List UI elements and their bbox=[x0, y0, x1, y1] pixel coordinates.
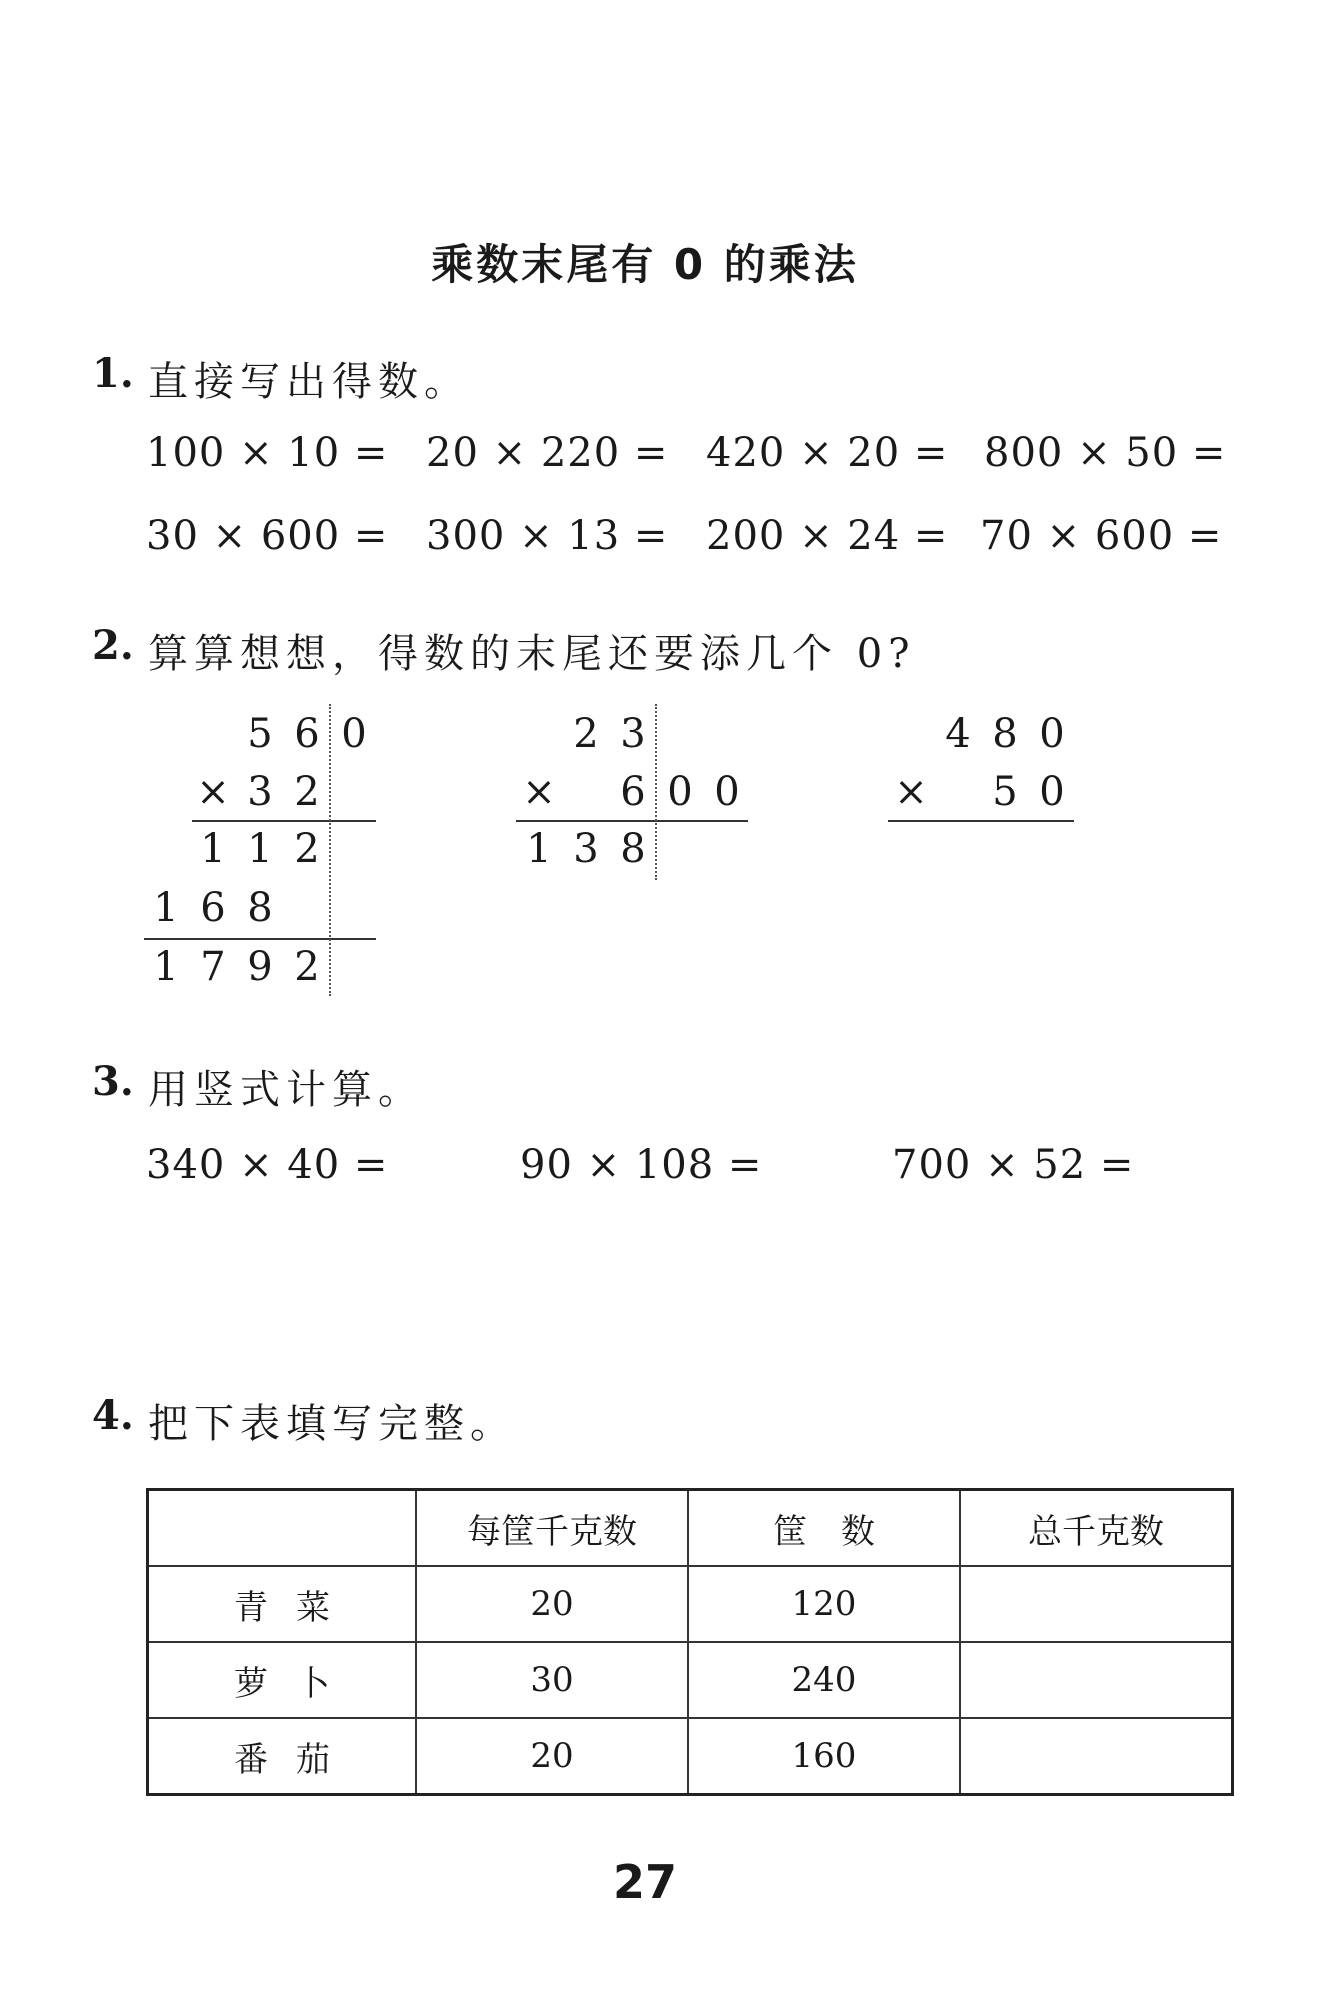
q1-item: 70 × 600 = bbox=[980, 513, 1223, 559]
answer-cell[interactable] bbox=[960, 1566, 1233, 1642]
q1-instruction: 直接写出得数。 bbox=[148, 359, 470, 405]
q1-item: 100 × 10 = bbox=[146, 430, 389, 476]
table-header-row bbox=[148, 1490, 1233, 1567]
digit: 9 bbox=[247, 944, 273, 990]
calc-divider bbox=[144, 938, 376, 940]
q3-instruction: 用竖式计算。 bbox=[148, 1067, 424, 1113]
digit: 6 bbox=[620, 769, 646, 815]
table-cell: 120 bbox=[688, 1566, 960, 1642]
q4-instruction: 把下表填写完整。 bbox=[148, 1401, 516, 1447]
q3-item: 90 × 108 = bbox=[520, 1142, 763, 1188]
table-cell: 30 bbox=[416, 1642, 688, 1718]
multiply-sign: × bbox=[894, 769, 928, 815]
q3-item: 700 × 52 = bbox=[892, 1142, 1135, 1188]
q1-number: 1. bbox=[92, 350, 134, 397]
row-label: 萝卜 bbox=[148, 1642, 417, 1718]
row-label: 青菜 bbox=[148, 1566, 417, 1642]
table-row bbox=[148, 1642, 1233, 1718]
digit: 1 bbox=[153, 885, 179, 931]
answer-cell[interactable] bbox=[960, 1718, 1233, 1795]
q3-item: 340 × 40 = bbox=[146, 1142, 389, 1188]
digit: 1 bbox=[153, 944, 179, 990]
table-header-cell: 筐 数 bbox=[688, 1490, 960, 1567]
digit: 3 bbox=[620, 711, 646, 757]
digit: 3 bbox=[573, 826, 599, 872]
digit: 3 bbox=[247, 769, 273, 815]
q1-item: 30 × 600 = bbox=[146, 513, 389, 559]
page-number: 27 bbox=[612, 1855, 677, 1909]
digit: 1 bbox=[247, 826, 273, 872]
q3-number: 3. bbox=[92, 1058, 134, 1105]
q1-item: 200 × 24 = bbox=[706, 513, 949, 559]
table-cell: 20 bbox=[416, 1718, 688, 1795]
table-header-cell bbox=[148, 1490, 417, 1567]
q1-item: 20 × 220 = bbox=[426, 430, 669, 476]
q4-number: 4. bbox=[92, 1392, 134, 1439]
table-row bbox=[148, 1718, 1233, 1795]
calc-divider bbox=[516, 820, 748, 822]
answer-cell[interactable] bbox=[960, 1642, 1233, 1718]
multiply-sign: × bbox=[522, 769, 556, 815]
multiply-sign: × bbox=[196, 769, 230, 815]
digit: 5 bbox=[992, 769, 1018, 815]
table-row bbox=[148, 1566, 1233, 1642]
digit: 0 bbox=[1039, 769, 1065, 815]
table-cell: 240 bbox=[688, 1642, 960, 1718]
digit: 8 bbox=[247, 885, 273, 931]
weight-table bbox=[146, 1488, 1234, 1796]
page-title: 乘数末尾有 0 的乘法 bbox=[431, 240, 859, 289]
table-cell: 20 bbox=[416, 1566, 688, 1642]
digit: 1 bbox=[526, 826, 552, 872]
zero-separator-line bbox=[329, 704, 331, 996]
digit: 6 bbox=[200, 885, 226, 931]
q2-number: 2. bbox=[92, 622, 134, 669]
q1-item: 800 × 50 = bbox=[984, 430, 1227, 476]
digit: 8 bbox=[620, 826, 646, 872]
digit: 2 bbox=[294, 769, 320, 815]
digit: 2 bbox=[294, 826, 320, 872]
digit: 5 bbox=[247, 711, 273, 757]
digit: 0 bbox=[667, 769, 693, 815]
digit: 2 bbox=[573, 711, 599, 757]
row-label: 番茄 bbox=[148, 1718, 417, 1795]
q1-item: 300 × 13 = bbox=[426, 513, 669, 559]
table-header-cell: 每筐千克数 bbox=[416, 1490, 688, 1567]
table-header-cell: 总千克数 bbox=[960, 1490, 1233, 1567]
digit: 7 bbox=[200, 944, 226, 990]
digit: 1 bbox=[200, 826, 226, 872]
digit: 6 bbox=[294, 711, 320, 757]
q1-item: 420 × 20 = bbox=[706, 430, 949, 476]
calc-divider bbox=[888, 820, 1074, 822]
digit: 0 bbox=[1039, 711, 1065, 757]
table-cell: 160 bbox=[688, 1718, 960, 1795]
calc-divider bbox=[192, 820, 376, 822]
digit: 0 bbox=[341, 711, 367, 757]
digit: 4 bbox=[945, 711, 971, 757]
digit: 8 bbox=[992, 711, 1018, 757]
digit: 2 bbox=[294, 944, 320, 990]
q2-instruction: 算算想想，得数的末尾还要添几个 0? bbox=[148, 631, 916, 677]
digit: 0 bbox=[714, 769, 740, 815]
zero-separator-line bbox=[655, 704, 657, 880]
